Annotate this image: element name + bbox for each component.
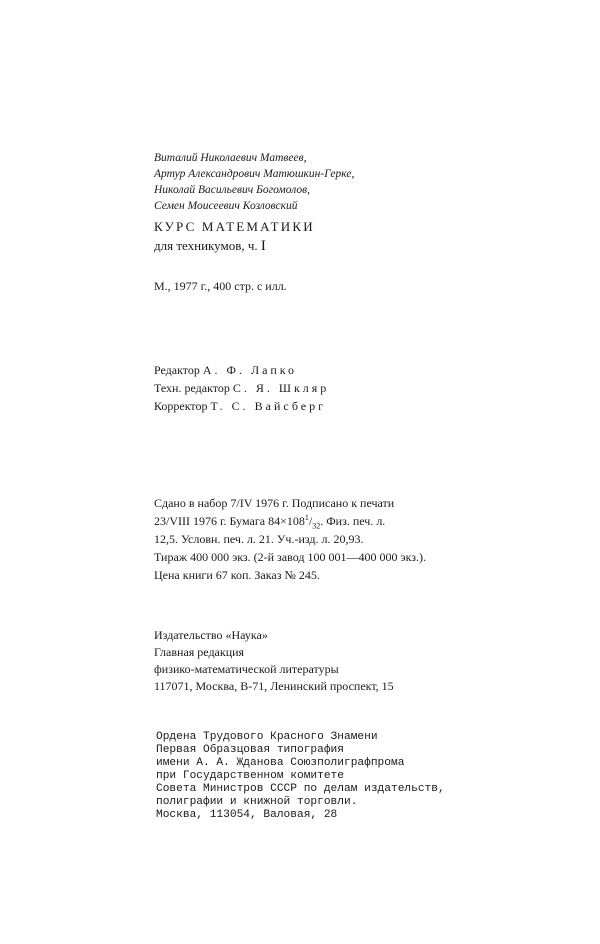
printer-line: Ордена Трудового Красного Знамени <box>156 731 378 743</box>
editor-label: Редактор <box>154 363 200 377</box>
book-volume: I <box>260 238 266 254</box>
tech-editor-label: Техн. редактор <box>154 381 230 395</box>
book-subtitle-text: для техникумов, ч. <box>154 238 258 253</box>
publisher-line: физико-математической литературы <box>154 662 339 676</box>
editor-name: А. Ф. Лапко <box>202 363 297 377</box>
paper-format-text: 23/VIII 1976 г. Бумага 84×108 <box>154 514 305 528</box>
edition-info: М., 1977 г., 400 стр. с илл. <box>154 279 287 293</box>
publisher-address: 117071, Москва, В-71, Ленинский проспект, 15 <box>154 679 394 693</box>
print-info-line: Сдано в набор 7/IV 1976 г. Подписано к печати <box>154 496 395 510</box>
corrector-name: Т. С. Вайсберг <box>210 399 327 413</box>
physical-sheets-text: . Физ. печ. л. <box>320 514 386 528</box>
printer-address: Москва, 113054, Валовая, 28 <box>156 809 338 821</box>
book-subtitle <box>154 239 266 253</box>
print-info-line <box>154 513 386 531</box>
print-info-line: 12,5. Условн. печ. л. 21. Уч.-изд. л. 20,93. <box>154 532 364 546</box>
corrector-line <box>154 399 326 413</box>
printer-line: полиграфии и книжной торговли. <box>156 796 358 808</box>
corrector-label: Корректор <box>154 399 208 413</box>
printer-line: Первая Образцовая типография <box>156 744 344 756</box>
printer-line: при Государственном комитете <box>156 770 344 782</box>
paper-format-sub: 32 <box>312 521 321 531</box>
print-info-line: Тираж 400 000 экз. (2-й завод 100 001—400 000 экз.). <box>154 550 427 564</box>
tech-editor-line <box>154 381 329 395</box>
tech-editor-name: С. Я. Шкляр <box>232 381 330 395</box>
print-info-line: Цена книги 67 коп. Заказ № 245. <box>154 568 320 582</box>
printer-line: имени А. А. Жданова Союзполиграфпрома <box>156 757 405 769</box>
author-line: Семен Моисеевич Козловский <box>154 200 298 212</box>
paper-format-sup: 1 <box>304 513 309 522</box>
book-title: КУРС МАТЕМАТИКИ <box>154 219 315 234</box>
author-line: Артур Александрович Матюшкин-Герке, <box>154 168 355 180</box>
author-line: Виталий Николаевич Матвеев, <box>154 152 307 164</box>
author-line: Николай Васильевич Богомолов, <box>154 184 310 196</box>
paper-format-slash: / <box>308 514 313 528</box>
publisher-line: Главная редакция <box>154 645 245 659</box>
printer-line: Совета Министров СССР по делам издательств, <box>156 783 445 795</box>
editor-line <box>154 363 297 377</box>
publisher-line: Издательство «Наука» <box>154 628 268 642</box>
